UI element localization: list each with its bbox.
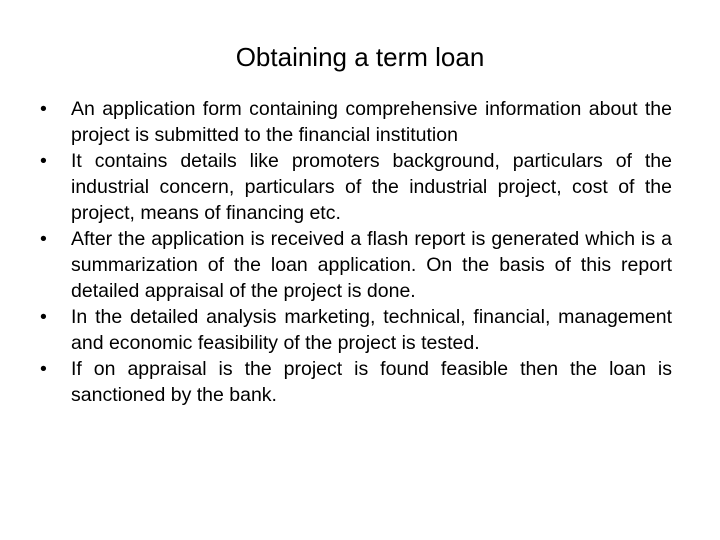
bullet-icon: • xyxy=(40,228,47,250)
bullet-item-5 xyxy=(40,356,672,408)
bullet-text: It contains details like promoters background, particulars of the industrial concern, particulars of the industrial project, cost of the project, means of financing etc. xyxy=(71,150,672,224)
bullet-item-1 xyxy=(40,96,672,148)
bullet-item-2 xyxy=(40,148,672,226)
bullet-text: An application form containing comprehensive information about the project is submitted to the financial institution xyxy=(71,98,672,146)
bullet-icon: • xyxy=(40,98,47,120)
bullet-icon: • xyxy=(40,358,47,380)
slide-title: Obtaining a term loan xyxy=(235,42,485,72)
bullet-item-4 xyxy=(40,304,672,356)
bullet-text: After the application is received a flash report is generated which is a summarization of the loan application. On the basis of this report detailed appraisal of the project is done. xyxy=(71,228,672,302)
bullet-list xyxy=(40,96,672,408)
bullet-text: In the detailed analysis marketing, technical, financial, management and economic feasibility of the project is tested. xyxy=(71,306,672,354)
bullet-text: If on appraisal is the project is found feasible then the loan is sanctioned by the bank. xyxy=(71,358,672,406)
bullet-icon: • xyxy=(40,306,47,328)
bullet-item-3 xyxy=(40,226,672,304)
bullet-icon: • xyxy=(40,150,47,172)
